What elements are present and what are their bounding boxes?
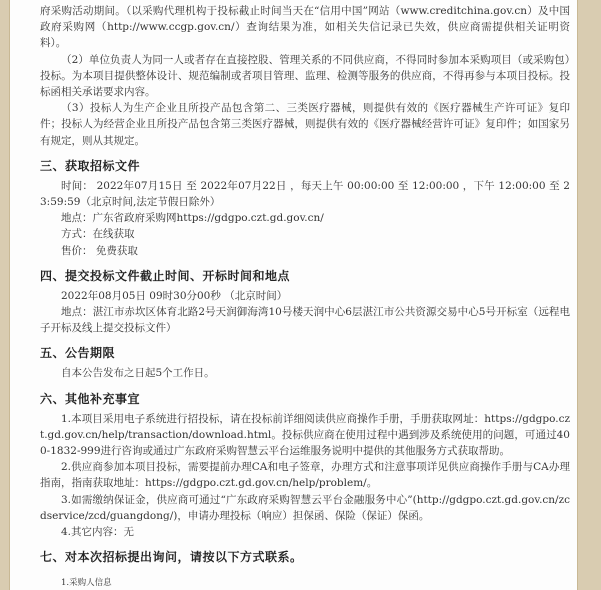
- doc-paragraph: （3）投标人为生产企业且所投产品包含第二、三类医疗器械，则提供有效的《医疗器械生产许可证》复印件；投标人为经营企业且所投产品包含第三类医疗器械，则提供有效的《医疗器械经营许可证》复印件；如国家另有规定，则从其规定。: [40, 102, 570, 147]
- document-body: [40, 3, 570, 590]
- doc-paragraph: 自本公告发布之日起5个工作日。: [61, 367, 215, 380]
- doc-paragraph: 方式：在线获取: [61, 228, 135, 241]
- section-heading: 四、提交投标文件截止时间、开标时间和地点: [40, 268, 291, 283]
- doc-paragraph: 4.其它内容：无: [61, 526, 135, 539]
- doc-paragraph: （2）单位负责人为同一人或者存在直接控股、管理关系的不同供应商，不得同时参加本采购项目（或采购包）投标。为本项目提供整体设计、规范编制或者项目管理、监理、检测等服务的供应商，不得再参与本项目投标。投标函相关承诺要求内容。: [40, 53, 570, 99]
- section-heading: 六、其他补充事宜: [40, 391, 141, 406]
- doc-paragraph: 地点：湛江市赤坎区体育北路2号天润御海湾10号楼天润中心6层湛江市公共资源交易中心5号开标室（远程电子开标及线上提交投标文件）: [40, 306, 570, 335]
- section-heading: 三、获取招标文件: [40, 158, 141, 173]
- doc-paragraph: 府采购活动期间。（以采购代理机构于投标截止时间当天在“信用中国”网站（www.creditchina.gov.cn）及中国政府采购网（http://www.ccgp.gov.cn/）查询结果为准，如相关失信记录已失效，供应商需提供相关证明资料）。: [40, 5, 570, 50]
- section-heading: 五、公告期限: [40, 346, 116, 361]
- doc-paragraph: 2022年08月05日 09时30分00秒 （北京时间）: [61, 289, 288, 302]
- doc-paragraph: 1.本项目采用电子系统进行招投标，请在投标前详细阅读供应商操作手册，手册获取网址：https://gdgpo.czt.gd.gov.cn/help/transaction/download.html。投标供应商在使用过程中遇到涉及系统使用的问题，可通过400-1832-999进行咨询或通过广东政府采购智慧云平台运维服务说明中提供的其他服务方式获取帮助。: [40, 412, 570, 458]
- doc-paragraph: 3.如需缴纳保证金，供应商可通过“广东政府采购智慧云平台金融服务中心”(http://gdgpo.czt.gd.gov.cn/zcdservice/zcd/guangdong/)，申请办理投标（响应）担保函、保险（保证）保函。: [40, 493, 570, 522]
- doc-paragraph: 地点：广东省政府采购网https://gdgpo.czt.gd.gov.cn/: [61, 212, 324, 225]
- doc-subtext: 1.采购人信息: [61, 578, 112, 589]
- doc-paragraph: 2.供应商参加本项目投标，需要提前办理CA和电子签章，办理方式和注意事项详见供应商操作手册与CA办理指南，指南获取地址：https://gdgpo.czt.gd.gov.cn/help/problem/。: [40, 461, 570, 490]
- doc-paragraph: 时间： 2022年07月15日 至 2022年07月22日 ，每天上午 00:00:00 至 12:00:00 ，下午 12:00:00 至 23:59:59（北京时间,法定节假日除外）: [40, 179, 570, 209]
- section-heading: 七、对本次招标提出询问，请按以下方式联系。: [40, 550, 303, 565]
- document-page: [9, 0, 578, 590]
- doc-paragraph: 售价： 免费获取: [61, 244, 138, 257]
